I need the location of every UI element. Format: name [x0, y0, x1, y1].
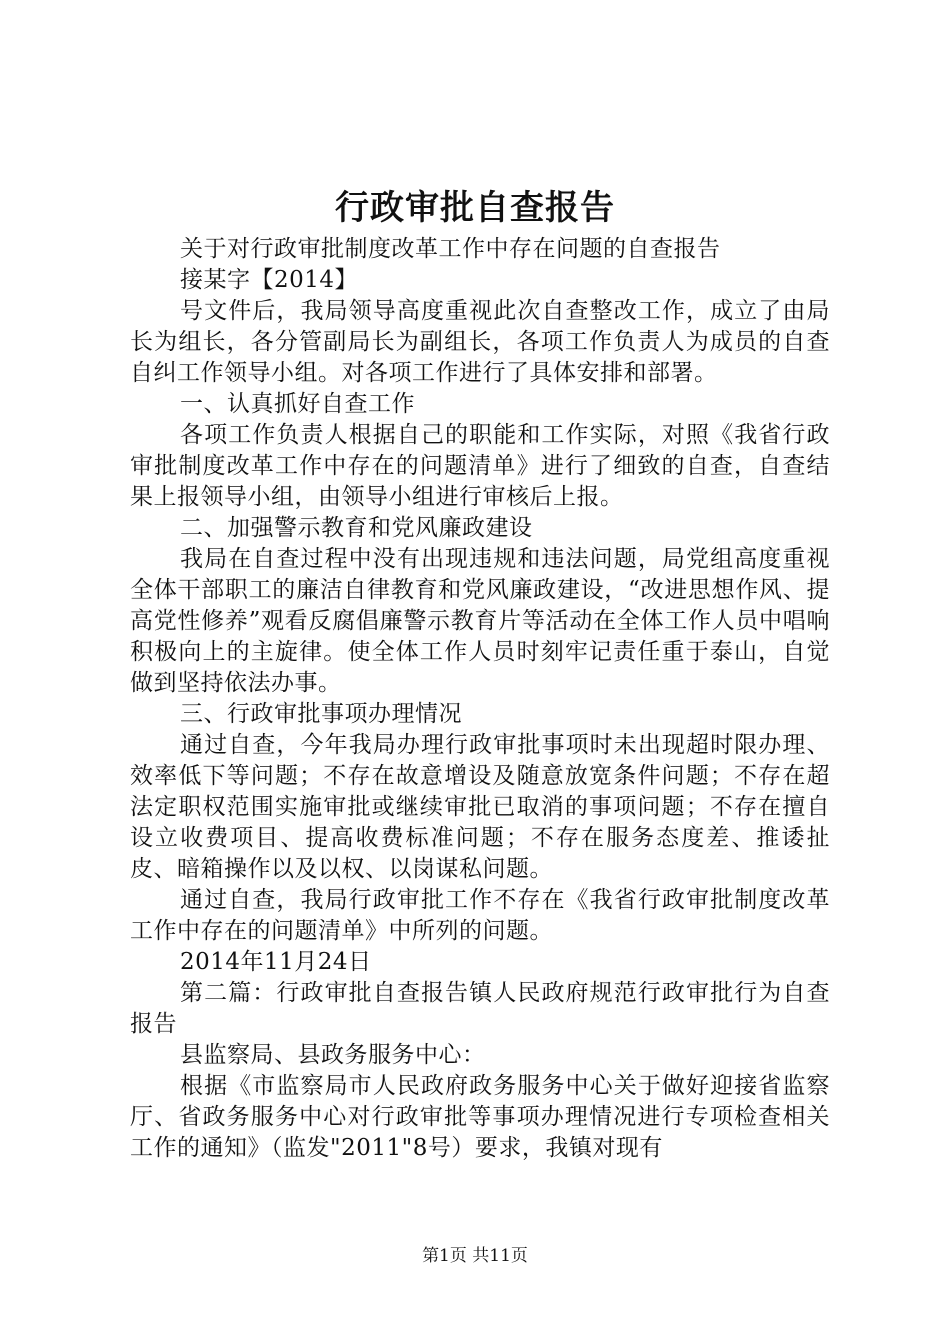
paragraph: 我局在自查过程中没有出现违规和违法问题，局党组高度重视全体干部职工的廉洁自律教育和党风廉政建设，“改进思想作风、提高党性修养”观看反腐倡廉警示教育片等活动在全体工作人员中唱响积极向上的主旋律。使全体工作人员时刻牢记责任重于泰山，自觉做到坚持依法办事。 [130, 546, 830, 696]
paragraph-subtitle: 关于对行政审批制度改革工作中存在问题的自查报告 [180, 236, 721, 262]
paragraph: 根据《市监察局市人民政府政务服务中心关于做好迎接省监察厅、省政务服务中心对行政审批等事项办理情况进行专项检查相关工作的通知》（监发"2011"8号）要求，我镇对现有 [130, 1073, 830, 1161]
paragraph: 通过自查，今年我局办理行政审批事项时未出现超时限办理、效率低下等问题；不存在故意增设及随意放宽条件问题；不存在超法定职权范围实施审批或继续审批已取消的事项问题；不存在擅自设立收费项目、提高收费标准问题；不存在服务态度差、推诿扯皮、暗箱操作以及以权、以岗谋私问题。 [130, 732, 830, 882]
paragraph: 各项工作负责人根据自己的职能和工作实际，对照《我省行政审批制度改革工作中存在的问题清单》进行了细致的自查，自查结果上报领导小组，由领导小组进行审核后上报。 [130, 422, 830, 510]
paragraph: 通过自查，我局行政审批工作不存在《我省行政审批制度改革工作中存在的问题清单》中所列的问题。 [130, 887, 830, 944]
date-line: 2014年11月24日 [180, 949, 372, 975]
addressee-line: 县监察局、县政务服务中心： [180, 1042, 486, 1068]
section-heading: 一、认真抓好自查工作 [180, 391, 415, 417]
document-body [130, 234, 830, 1164]
page-footer: 第1页 共11页 [422, 1246, 528, 1266]
document-title: 行政审批自查报告 [335, 188, 615, 228]
section-heading: 二、加强警示教育和党风廉政建设 [180, 515, 533, 541]
paragraph: 第二篇：行政审批自查报告镇人民政府规范行政审批行为自查报告 [130, 980, 830, 1037]
paragraph: 号文件后，我局领导高度重视此次自查整改工作，成立了由局长为组长，各分管副局长为副组长，各项工作负责人为成员的自查自纠工作领导小组。对各项工作进行了具体安排和部署。 [130, 298, 830, 386]
paragraph-reference: 接某字【2014】 [180, 267, 359, 293]
section-heading: 三、行政审批事项办理情况 [180, 701, 462, 727]
